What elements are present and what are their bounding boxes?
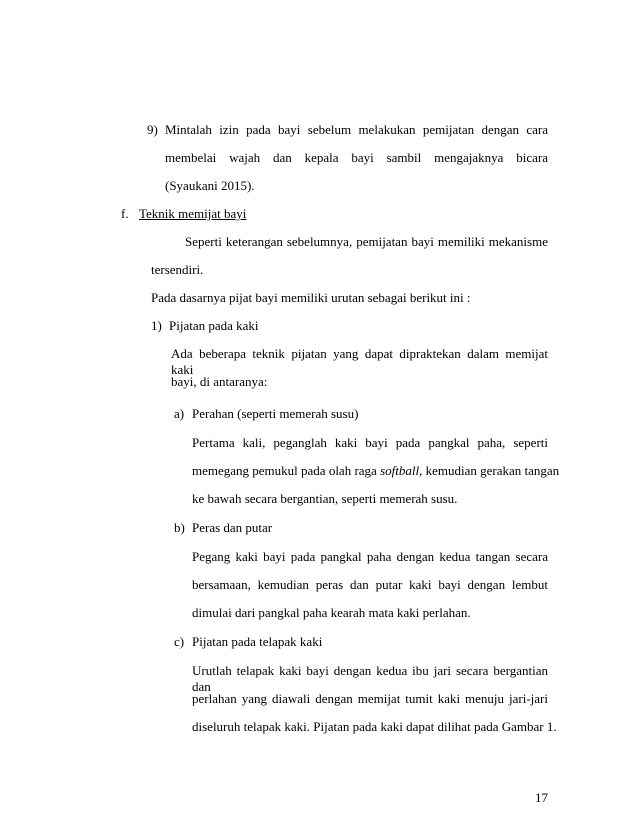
- sub-marker-c: c): [174, 634, 185, 649]
- sub-b-title: Peras dan putar: [192, 520, 273, 535]
- sub-a-line2: [192, 463, 560, 479]
- list-marker-9: 9): [147, 122, 158, 137]
- section-f-para1-line2: tersendiri.: [151, 262, 204, 277]
- item1-intro-line2: bayi, di antaranya:: [171, 374, 268, 389]
- sub-b-line3: dimulai dari pangkal paha kearah mata kaki perlahan.: [192, 605, 471, 620]
- sub-c-title: Pijatan pada telapak kaki: [192, 634, 323, 649]
- item9-line1: Mintalah izin pada bayi sebelum melakukan pemijatan dengan cara: [165, 122, 548, 137]
- sub-a-line1: Pertama kali, peganglah kaki bayi pada pangkal paha, seperti: [192, 435, 548, 450]
- sub-c-line3: diseluruh telapak kaki. Pijatan pada kaki dapat dilihat pada Gambar 1.: [192, 719, 557, 734]
- sub-a-line3: ke bawah secara bergantian, seperti memerah susu.: [192, 491, 458, 506]
- item1-title: Pijatan pada kaki: [169, 318, 259, 333]
- sub-c-line2: perlahan yang diawali dengan memijat tumit kaki menuju jari-jari: [192, 691, 548, 706]
- section-heading-text: Teknik memijat bayi: [139, 206, 247, 221]
- sub-a-line2-after: , kemudian gerakan tangan: [419, 463, 560, 478]
- section-heading: [139, 206, 246, 222]
- sub-marker-a: a): [174, 406, 185, 421]
- sub-a-line2-before: memegang pemukul pada olah raga: [192, 463, 381, 478]
- sub-c-line1: Urutlah telapak kaki bayi dengan kedua ibu jari secara bergantian dan: [192, 663, 548, 694]
- section-f-para1-line1: Seperti keterangan sebelumnya, pemijatan bayi memiliki mekanisme: [185, 234, 548, 249]
- sub-b-line2: bersamaan, kemudian peras dan putar kaki bayi dengan lembut: [192, 577, 548, 592]
- section-f-para2: Pada dasarnya pijat bayi memiliki urutan sebagai berikut ini :: [151, 290, 471, 305]
- sub-a-title: Perahan (seperti memerah susu): [192, 406, 359, 421]
- list-marker-1: 1): [151, 318, 162, 333]
- sub-b-line1: Pegang kaki bayi pada pangkal paha dengan kedua tangan secara: [192, 549, 548, 564]
- sub-a-line2-italic: softball: [380, 463, 420, 478]
- section-marker-f: f.: [121, 206, 129, 221]
- item9-line3: (Syaukani 2015).: [165, 178, 255, 193]
- page-number: 17: [535, 790, 548, 805]
- sub-marker-b: b): [174, 520, 185, 535]
- item1-intro-line1: Ada beberapa teknik pijatan yang dapat dipraktekan dalam memijat kaki: [171, 346, 548, 377]
- item9-line2: membelai wajah dan kepala bayi sambil mengajaknya bicara: [165, 150, 548, 165]
